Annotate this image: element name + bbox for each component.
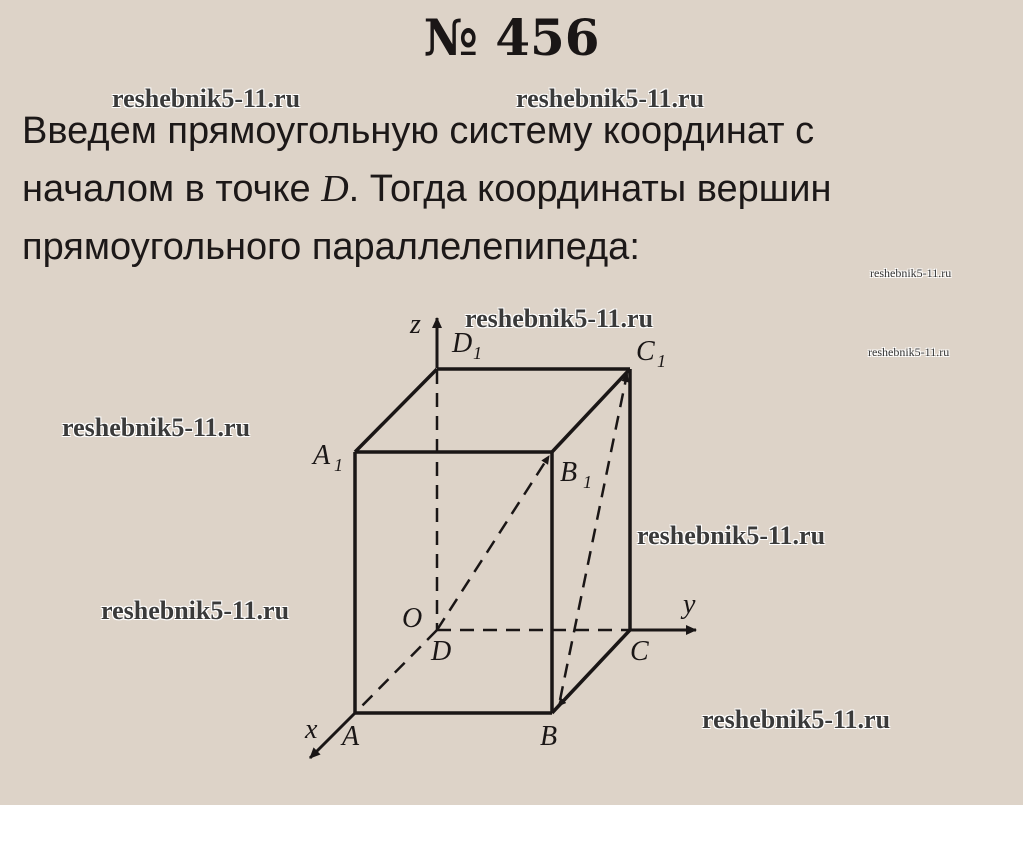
label-b1: B (560, 457, 578, 488)
point-d-italic: D (321, 168, 349, 210)
vector-b-c1 (560, 374, 627, 700)
watermark: reshebnik5-11.ru (870, 266, 952, 280)
label-a1: A (313, 440, 331, 471)
label-b: B (540, 721, 558, 752)
watermark: reshebnik5-11.ru (637, 521, 826, 550)
label-d1: D (452, 328, 473, 359)
label-y: y (683, 589, 696, 620)
watermark: reshebnik5-11.ru (112, 84, 301, 113)
edge-b1-c1 (552, 369, 630, 452)
text-line-3: прямоугольного параллелепипеда: (22, 226, 640, 268)
label-c1: C (636, 336, 655, 367)
vector-d-b1 (437, 456, 549, 630)
label-c1-sub: 1 (657, 351, 666, 371)
label-d1-sub: 1 (473, 343, 482, 363)
problem-number: № 456 (423, 8, 600, 67)
label-a1-sub: 1 (334, 455, 343, 475)
label-a: A (342, 721, 360, 752)
label-c: C (630, 636, 649, 667)
watermark: reshebnik5-11.ru (62, 413, 251, 442)
text-line-2b: . Тогда координаты вершин (348, 168, 832, 210)
label-d: D (431, 636, 452, 667)
label-z: z (410, 309, 421, 340)
watermark: reshebnik5-11.ru (101, 596, 290, 625)
watermark: reshebnik5-11.ru (702, 705, 891, 734)
text-line-1: Введем прямоугольную систему координат с (22, 110, 815, 152)
watermark: reshebnik5-11.ru (868, 345, 950, 359)
watermark: reshebnik5-11.ru (516, 84, 705, 113)
x-axis-dashed (355, 630, 437, 713)
label-x: x (305, 714, 318, 745)
label-b1-sub: 1 (583, 472, 592, 492)
text-line-2a: началом в точке (22, 168, 322, 210)
watermark: reshebnik5-11.ru (465, 304, 654, 333)
label-o: O (402, 603, 423, 634)
edge-a1-d1 (355, 369, 437, 452)
